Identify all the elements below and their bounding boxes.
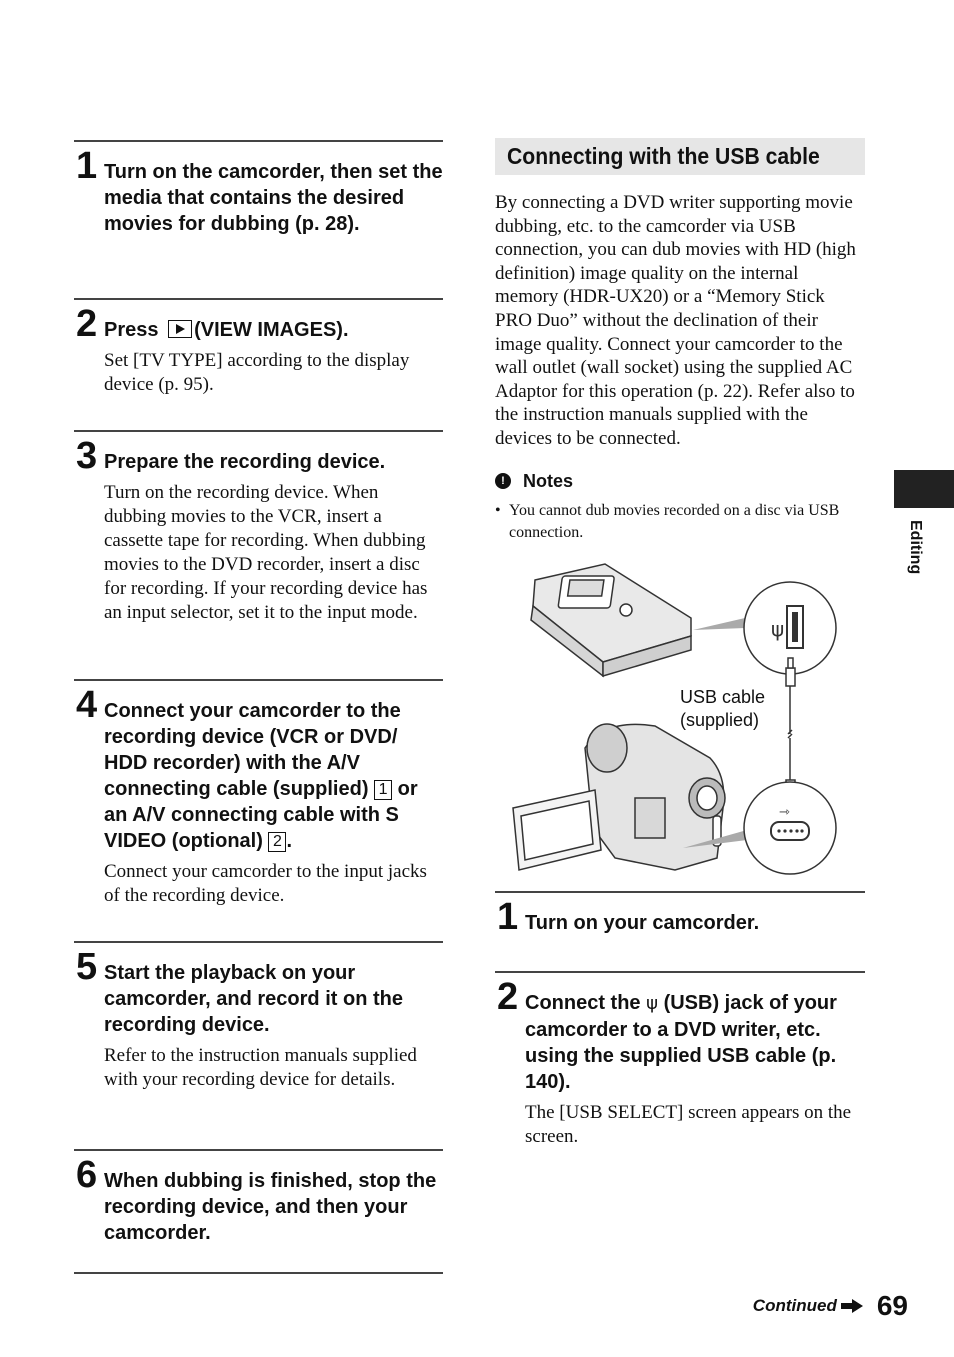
notes-icon: ! bbox=[495, 473, 511, 489]
step-title: Prepare the recording device. bbox=[104, 451, 386, 473]
continued-label: Continued bbox=[752, 1296, 837, 1315]
step-title-pre: Press bbox=[104, 319, 159, 341]
svg-text:⇾: ⇾ bbox=[779, 804, 790, 820]
step-title-post: (VIEW IMAGES). bbox=[194, 319, 349, 341]
step-number: 2 bbox=[76, 303, 98, 345]
step-2 bbox=[74, 298, 443, 430]
step-title-post: (USB) jack of your camcorder to a DVD writer, etc. using the supplied USB cable (p. 140). bbox=[525, 991, 837, 1093]
usb-icon: ψ bbox=[646, 992, 658, 1014]
step-number: 3 bbox=[76, 435, 98, 477]
usb-step-2 bbox=[495, 971, 865, 1151]
step-number: 1 bbox=[497, 895, 519, 938]
note-item: • You cannot dub movies recorded on a disc via USB connection. bbox=[495, 500, 865, 544]
step-body: The [USB SELECT] screen appears on the screen. bbox=[525, 1101, 852, 1147]
view-images-icon bbox=[168, 320, 192, 338]
step-number: 2 bbox=[497, 975, 519, 1018]
step-body: Set [TV TYPE] according to the display device (p. 95). bbox=[104, 350, 410, 395]
step-title: Turn on your camcorder. bbox=[525, 911, 760, 934]
step-number: 4 bbox=[76, 684, 98, 726]
usb-step-1 bbox=[495, 891, 865, 971]
step-title bbox=[104, 317, 443, 343]
svg-text:ψ: ψ bbox=[771, 616, 785, 641]
step-title: Turn on the camcorder, then set the media that contains the desired movies for dubbing (p. 28). bbox=[104, 161, 443, 235]
step-6 bbox=[74, 1149, 443, 1272]
callout-box-2: 2 bbox=[268, 832, 286, 852]
left-column bbox=[74, 140, 443, 1274]
step-title: Start the playback on your camcorder, and record it on the recording device. bbox=[104, 962, 403, 1036]
step-body: Connect your camcorder to the input jacks of the recording device. bbox=[104, 861, 427, 906]
step-body: Refer to the instruction manuals supplied with your recording device for details. bbox=[104, 1045, 417, 1090]
step-title bbox=[525, 990, 865, 1095]
step-3 bbox=[74, 430, 443, 679]
step-title-b: or an A/V connecting cable with S VIDEO (optional) bbox=[104, 778, 418, 852]
callout-wedge-top bbox=[693, 618, 745, 630]
section-heading: Connecting with the USB cable bbox=[495, 138, 865, 175]
step-title-c: . bbox=[286, 830, 293, 852]
diagram-label-supplied: (supplied) bbox=[680, 709, 760, 730]
continued-arrow-icon bbox=[841, 1299, 863, 1313]
callout-box-1: 1 bbox=[374, 780, 392, 800]
page-footer bbox=[753, 1290, 908, 1322]
step-number: 6 bbox=[76, 1154, 98, 1196]
section-intro: By connecting a DVD writer supporting movie dubbing, etc. to the camcorder via USB connection, you can dub movies with HD (high definition) image quality on the internal memory (HDR-UX20) or a “Memory Stick PRO Duo” without the declination of their image quality. Connect your camcorder to the wall outlet (wall socket) using the supplied AC Adaptor for this operation (p. 22). Refer also to the instruction manuals supplied with the devices to be connected. bbox=[495, 192, 856, 449]
camcorder-illustration bbox=[513, 724, 725, 870]
step-body: Turn on the recording device. When dubbing movies to the VCR, insert a cassette tape for recording. When dubbing movies to the DVD recorder, insert a disc for recording. If your recording device has an input selector, set it to the input mode. bbox=[104, 482, 428, 623]
step-number: 5 bbox=[76, 946, 98, 988]
step-title: When dubbing is finished, stop the recording device, and then your camcorder. bbox=[104, 1170, 437, 1244]
step-1 bbox=[74, 140, 443, 298]
step-4 bbox=[74, 679, 443, 941]
page-number: 69 bbox=[876, 1290, 908, 1321]
step-title bbox=[104, 698, 443, 854]
diagram-illustration bbox=[495, 558, 865, 903]
usb-connection-diagram bbox=[495, 558, 865, 903]
chapter-tab-label: Editing bbox=[907, 520, 924, 575]
step-title-pre: Connect the bbox=[525, 991, 641, 1014]
chapter-tab-marker bbox=[894, 470, 954, 508]
dvd-writer-illustration bbox=[531, 564, 691, 676]
step-number: 1 bbox=[76, 145, 98, 187]
bottom-rule bbox=[74, 1272, 443, 1274]
diagram-label-usb-cable: USB cable bbox=[680, 686, 766, 707]
step-title-a: Connect your camcorder to the recording device (VCR or DVD/ HDD recorder) with the A/V connecting cable (supplied) bbox=[104, 700, 401, 800]
usb-port-callout-camcorder bbox=[744, 782, 836, 874]
right-column bbox=[495, 138, 865, 1151]
notes-heading: ! Notes bbox=[495, 471, 865, 492]
step-5 bbox=[74, 941, 443, 1149]
